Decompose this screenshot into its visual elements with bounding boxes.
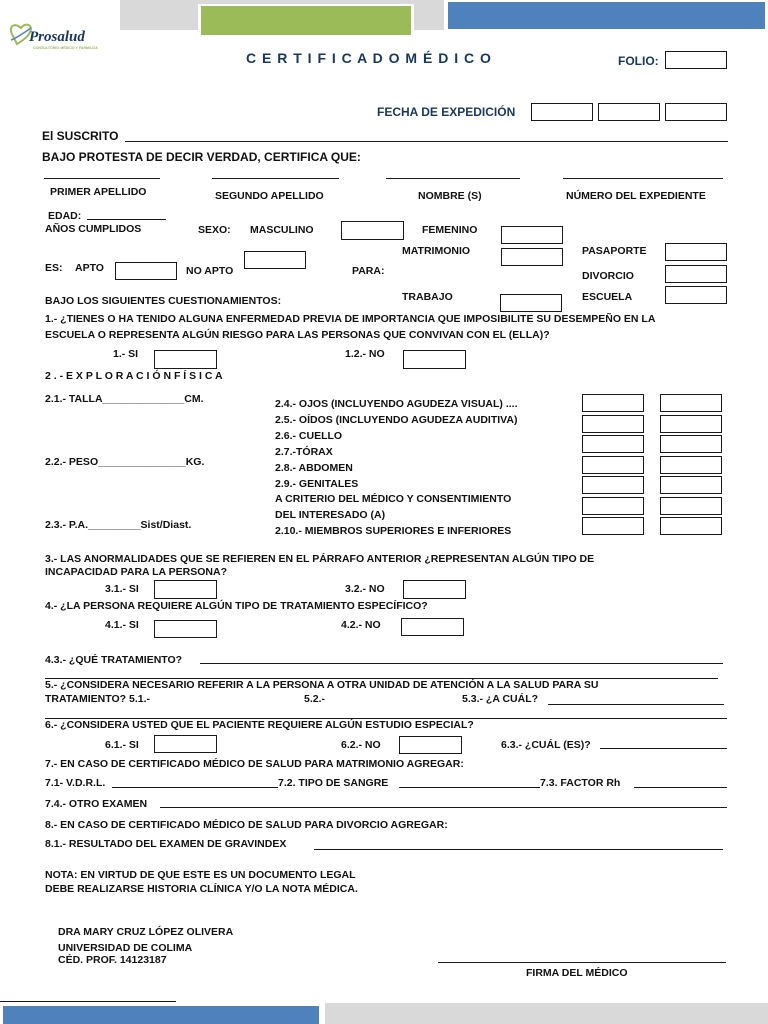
fecha-label: FECHA DE EXPEDICIÓN xyxy=(377,105,516,119)
firma-line[interactable] xyxy=(438,962,726,963)
expediente-label: NÚMERO DEL EXPEDIENTE xyxy=(566,190,706,202)
apto-label: APTO xyxy=(75,262,104,274)
q6-text: 6.- ¿CONSIDERA USTED QUE EL PACIENTE REQUIERE ALGÚN ESTUDIO ESPECIAL? xyxy=(45,719,474,731)
rh-line[interactable] xyxy=(634,787,727,788)
rh-label: 7.3. FACTOR Rh xyxy=(540,777,621,789)
pasaporte-label: PASAPORTE xyxy=(582,245,647,257)
exam-item-miembros: 2.10.- MIEMBROS SUPERIORES E INFERIORES xyxy=(275,525,512,537)
q5-text-2: TRATAMIENTO? 5.1.- xyxy=(45,693,150,705)
footer-blue-bar xyxy=(3,1006,319,1024)
escuela-checkbox[interactable] xyxy=(665,286,727,304)
otro-examen-line[interactable] xyxy=(160,807,727,808)
femenino-label: FEMENINO xyxy=(422,224,478,236)
exam-item-oidos: 2.5.- OÍDOS (INCLUYENDO AGUDEZA AUDITIVA) xyxy=(275,414,518,426)
gravindex-label: 8.1.- RESULTADO DEL EXAMEN DE GRAVINDEX xyxy=(45,838,287,850)
exam-checkbox-r3-c2[interactable] xyxy=(660,435,722,453)
trabajo-label: TRABAJO xyxy=(402,291,453,303)
q1-no-checkbox[interactable] xyxy=(403,350,466,369)
q3-no-checkbox[interactable] xyxy=(403,580,466,599)
q6-si-checkbox[interactable] xyxy=(154,735,217,753)
sexo-label: SEXO: xyxy=(198,224,231,236)
q2-title: 2 . - E X P L O R A C I Ó N F Í S I C A xyxy=(45,370,223,382)
sangre-label: 7.2. TIPO DE SANGRE xyxy=(278,777,389,789)
fecha-month-field[interactable] xyxy=(598,103,660,121)
q3-text-1: 3.- LAS ANORMALIDADES QUE SE REFIEREN EN EL PÁRRAFO ANTERIOR ¿REPRESENTAN ALGÚN TIPO DE xyxy=(45,553,595,565)
vdrl-line[interactable] xyxy=(112,787,278,788)
exam-checkbox-r2-c2[interactable] xyxy=(660,415,722,433)
vdrl-label: 7.1- V.D.R.L. xyxy=(45,777,106,789)
masculino-checkbox[interactable] xyxy=(341,221,404,240)
doctor-university: UNIVERSIDAD DE COLIMA xyxy=(58,942,193,954)
exam-item-cuello: 2.6.- CUELLO xyxy=(275,430,343,442)
folio-label: FOLIO: xyxy=(618,54,659,68)
exam-checkbox-r7-c1[interactable] xyxy=(582,517,644,535)
q6-si-label: 6.1.- SI xyxy=(105,739,139,751)
otro-examen-label: 7.4.- OTRO EXAMEN xyxy=(45,798,148,810)
escuela-label: ESCUELA xyxy=(582,291,633,303)
q7-text: 7.- EN CASO DE CERTIFICADO MÉDICO DE SALUD PARA MATRIMONIO AGREGAR: xyxy=(45,758,464,770)
apto-checkbox[interactable] xyxy=(115,262,177,280)
exam-item-interesado: DEL INTERESADO (A) xyxy=(275,509,386,521)
exam-item-abdomen: 2.8.- ABDOMEN xyxy=(275,462,353,474)
exam-checkbox-r6-c2[interactable] xyxy=(660,497,722,515)
exam-item-ojos: 2.4.- OJOS (INCLUYENDO AGUDEZA VISUAL) .... xyxy=(275,398,518,410)
header-blue-bar xyxy=(448,2,765,29)
folio-field[interactable] xyxy=(665,51,727,69)
q4-text: 4.- ¿LA PERSONA REQUIERE ALGÚN TIPO DE TRATAMIENTO ESPECÍFICO? xyxy=(45,600,428,612)
gravindex-line[interactable] xyxy=(314,849,723,850)
apellido2-line xyxy=(212,178,339,179)
matrimonio-label: MATRIMONIO xyxy=(402,245,471,257)
divorcio-checkbox[interactable] xyxy=(665,265,727,283)
q1-text-1: 1.- ¿TIENES O HA TENIDO ALGUNA ENFERMEDAD PREVIA DE IMPORTANCIA QUE IMPOSIBILITE SU DESEMPEÑO EN LA xyxy=(45,313,656,325)
note-line-2: DEBE REALIZARSE HISTORIA CLÍNICA Y/O LA NOTA MÉDICA. xyxy=(45,883,358,895)
q3-si-checkbox[interactable] xyxy=(154,580,217,599)
expediente-line xyxy=(563,178,723,179)
document-title: C E R T I F I C A D O M É D I C O xyxy=(246,50,492,66)
exam-checkbox-r6-c1[interactable] xyxy=(582,497,644,515)
exam-checkbox-r1-c2[interactable] xyxy=(660,394,722,412)
divorcio-label: DIVORCIO xyxy=(582,270,634,282)
nombre-label: NOMBRE (S) xyxy=(418,190,482,202)
talla-field[interactable]: 2.1.- TALLA______________CM. xyxy=(45,393,204,405)
footer-rule xyxy=(0,1001,176,1002)
q4-tratamiento-label: 4.3.- ¿QUÉ TRATAMIENTO? xyxy=(45,654,183,666)
exam-item-criterio: A CRITERIO DEL MÉDICO Y CONSENTIMIENTO xyxy=(275,493,512,505)
exam-checkbox-r4-c2[interactable] xyxy=(660,456,722,474)
fecha-year-field[interactable] xyxy=(665,103,727,121)
no-apto-label: NO APTO xyxy=(186,265,234,277)
peso-field[interactable]: 2.2.- PESO_______________KG. xyxy=(45,456,205,468)
femenino-checkbox[interactable] xyxy=(501,226,563,244)
q4-si-checkbox[interactable] xyxy=(154,620,217,638)
prosalud-logo xyxy=(3,2,120,80)
q8-text: 8.- EN CASO DE CERTIFICADO MÉDICO DE SALUD PARA DIVORCIO AGREGAR: xyxy=(45,819,448,831)
q5-3-label: 5.3.- ¿A CUÁL? xyxy=(462,693,539,705)
doctor-cedula: CÉD. PROF. 14123187 xyxy=(58,954,167,966)
masculino-label: MASCULINO xyxy=(250,224,314,236)
pa-field[interactable]: 2.3.- P.A._________Sist/Diast. xyxy=(45,519,192,531)
exam-checkbox-r2-c1[interactable] xyxy=(582,415,644,433)
sangre-line[interactable] xyxy=(399,787,540,788)
exam-checkbox-r4-c1[interactable] xyxy=(582,456,644,474)
q4-no-label: 4.2.- NO xyxy=(341,619,381,631)
apellido1-line xyxy=(44,178,160,179)
q6-cual-label: 6.3.- ¿CUÁL (ES)? xyxy=(501,739,591,751)
nombre-line xyxy=(386,178,520,179)
q4-no-checkbox[interactable] xyxy=(401,618,464,636)
exam-item-genitales: 2.9.- GENITALES xyxy=(275,478,359,490)
q3-no-label: 3.2.- NO xyxy=(345,583,385,595)
exam-checkbox-r3-c1[interactable] xyxy=(582,435,644,453)
suscrito-label: El SUSCRITO xyxy=(42,129,119,143)
exam-checkbox-r5-c2[interactable] xyxy=(660,476,722,494)
q3-text-2: INCAPACIDAD PARA LA PERSONA? xyxy=(45,566,228,578)
exam-checkbox-r5-c1[interactable] xyxy=(582,476,644,494)
edad-label: EDAD: xyxy=(48,210,82,222)
q1-si-checkbox[interactable] xyxy=(154,350,217,369)
fecha-day-field[interactable] xyxy=(531,103,593,121)
segundo-apellido-label: SEGUNDO APELLIDO xyxy=(215,190,324,202)
q1-text-2: ESCUELA O REPRESENTA ALGÚN RIESGO PARA LAS PERSONAS QUE CONVIVAN CON EL (ELLA)? xyxy=(45,329,550,341)
firma-label: FIRMA DEL MÉDICO xyxy=(526,967,628,979)
q4-tratamiento-line[interactable] xyxy=(200,663,723,664)
protesta-text: BAJO PROTESTA DE DECIR VERDAD, CERTIFICA QUE: xyxy=(42,150,361,164)
q4-si-label: 4.1.- SI xyxy=(105,619,139,631)
logo-subtext: CONSULTORIO MÉDICO Y FARMACIA xyxy=(33,46,98,50)
no-apto-checkbox[interactable] xyxy=(244,251,306,269)
exam-checkbox-r1-c1[interactable] xyxy=(582,394,644,412)
primer-apellido-label: PRIMER APELLIDO xyxy=(50,186,147,198)
matrimonio-checkbox[interactable] xyxy=(501,248,563,266)
logo-text: Prosalud xyxy=(29,29,85,45)
q5-2-label: 5.2.- xyxy=(304,693,326,705)
para-label: PARA: xyxy=(352,265,385,277)
q6-no-checkbox[interactable] xyxy=(399,736,462,754)
q3-si-label: 3.1.- SI xyxy=(105,583,139,595)
q1-no-label: 1.2.- NO xyxy=(345,348,385,360)
pasaporte-checkbox[interactable] xyxy=(665,243,727,261)
q1-si-label: 1.- SI xyxy=(113,348,139,360)
q5-cual-line[interactable] xyxy=(548,704,724,705)
suscrito-line xyxy=(125,141,728,142)
q5-text-1: 5.- ¿CONSIDERA NECESARIO REFERIR A LA PERSONA A OTRA UNIDAD DE ATENCIÓN A LA SALUD PARA SU xyxy=(45,679,599,691)
q6-cual-line[interactable] xyxy=(600,748,727,749)
exam-checkbox-r7-c2[interactable] xyxy=(660,517,722,535)
header-green-bar xyxy=(201,6,411,35)
edad-line xyxy=(87,219,166,220)
doctor-name: DRA MARY CRUZ LÓPEZ OLIVERA xyxy=(58,926,234,938)
es-label: ES: xyxy=(45,262,63,274)
anos-label: AÑOS CUMPLIDOS xyxy=(45,223,142,235)
footer-gray-bar xyxy=(325,1003,768,1024)
q6-no-label: 6.2.- NO xyxy=(341,739,381,751)
trabajo-checkbox[interactable] xyxy=(500,294,562,312)
note-line-1: NOTA: EN VIRTUD DE QUE ESTE ES UN DOCUMENTO LEGAL xyxy=(45,869,356,881)
exam-item-torax: 2.7.-TÓRAX xyxy=(275,446,333,458)
cuestionamientos-label: BAJO LOS SIGUIENTES CUESTIONAMIENTOS: xyxy=(45,295,282,307)
